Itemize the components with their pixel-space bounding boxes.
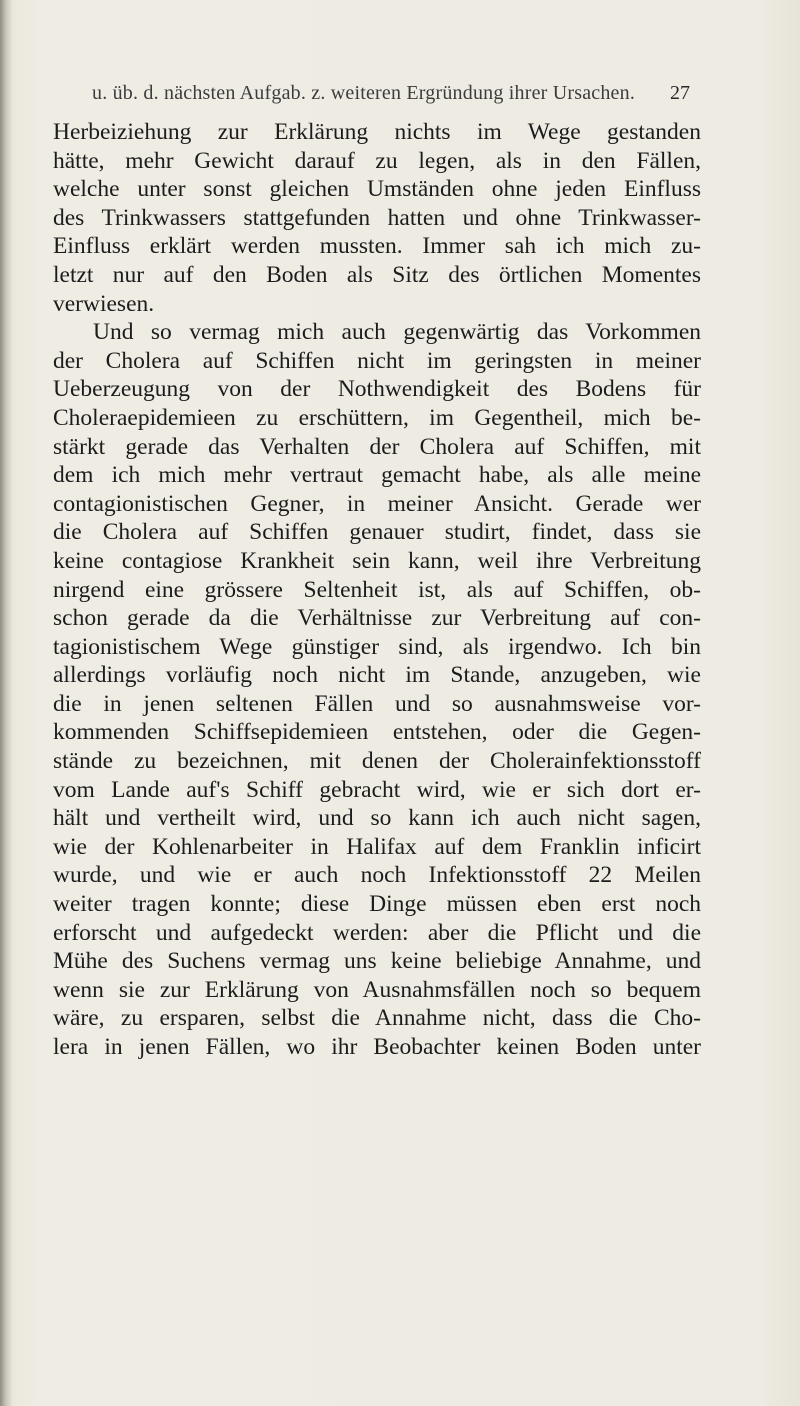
- text-line: die in jenen seltenen Fällen und so ausnahmsweise vor-: [53, 690, 701, 717]
- text-line: schon gerade da die Verhältnisse zur Verbreitung auf con-: [53, 605, 701, 632]
- text-line: lera in jenen Fällen, wo ihr Beobachter keinen Boden unter: [53, 1034, 701, 1060]
- running-head: u. üb. d. nächsten Aufgab. z. weiteren Ergründung ihrer Ursachen.: [92, 82, 636, 104]
- text-line: weiter tragen konnte; diese Dinge müssen eben erst noch: [53, 891, 701, 918]
- text-line: hätte, mehr Gewicht darauf zu legen, als in den Fällen,: [53, 147, 701, 174]
- binding-edge: [0, 0, 12, 1406]
- text-line: Einfluss erklärt werden mussten. Immer sah ich mich zu-: [53, 233, 701, 260]
- text-line: wie der Kohlenarbeiter in Halifax auf dem Franklin inficirt: [53, 833, 701, 860]
- text-line: die Cholera auf Schiffen genauer studirt, findet, dass sie: [53, 519, 701, 546]
- text-line: des Trinkwassers stattgefunden hatten und ohne Trinkwasser-: [53, 204, 701, 231]
- text-line: Und so vermag mich auch gegenwärtig das Vorkommen: [93, 319, 701, 346]
- body-text: [53, 118, 701, 1062]
- text-line: Ueberzeugung von der Nothwendigkeit des Bodens für: [53, 376, 701, 403]
- page-number: 27: [670, 82, 690, 104]
- text-line: wurde, und wie er auch noch Infektionsstoff 22 Meilen: [53, 862, 701, 889]
- text-line: dem ich mich mehr vertraut gemacht habe, als alle meine: [53, 462, 701, 489]
- text-line: der Cholera auf Schiffen nicht im geringsten in meiner: [53, 347, 701, 374]
- text-line: allerdings vorläufig noch nicht im Stande, anzugeben, wie: [53, 662, 701, 689]
- text-line: contagionistischen Gegner, in meiner Ansicht. Gerade wer: [53, 490, 701, 517]
- text-line: kommenden Schiffsepidemieen entstehen, oder die Gegen-: [53, 719, 701, 746]
- text-line: letzt nur auf den Boden als Sitz des örtlichen Momentes: [53, 261, 701, 288]
- text-line: vom Lande auf's Schiff gebracht wird, wie er sich dort er-: [53, 776, 701, 803]
- text-line: keine contagiose Krankheit sein kann, weil ihre Verbreitung: [53, 547, 701, 574]
- text-line: Mühe des Suchens vermag uns keine beliebige Annahme, und: [53, 948, 701, 975]
- text-line: verwiesen.: [53, 290, 155, 317]
- text-line: stände zu bezeichnen, mit denen der Cholerainfektionsstoff: [53, 748, 701, 775]
- text-line: tagionistischem Wege günstiger sind, als irgendwo. Ich bin: [53, 633, 701, 660]
- text-line: Herbeiziehung zur Erklärung nichts im Wege gestanden: [53, 119, 701, 145]
- text-line: welche unter sonst gleichen Umständen ohne jeden Einfluss: [53, 176, 701, 203]
- text-line: wenn sie zur Erklärung von Ausnahmsfällen noch so bequem: [53, 976, 701, 1003]
- text-line: wäre, zu ersparen, selbst die Annahme nicht, dass die Cho-: [53, 1005, 701, 1032]
- text-line: hält und vertheilt wird, und so kann ich auch nicht sagen,: [53, 805, 701, 832]
- text-line: stärkt gerade das Verhalten der Cholera auf Schiffen, mit: [53, 433, 701, 460]
- text-line: Choleraepidemieen zu erschüttern, im Gegentheil, mich be-: [53, 404, 701, 431]
- text-line: nirgend eine grössere Seltenheit ist, als auf Schiffen, ob-: [53, 576, 701, 603]
- text-line: erforscht und aufgedeckt werden: aber die Pflicht und die: [53, 919, 701, 946]
